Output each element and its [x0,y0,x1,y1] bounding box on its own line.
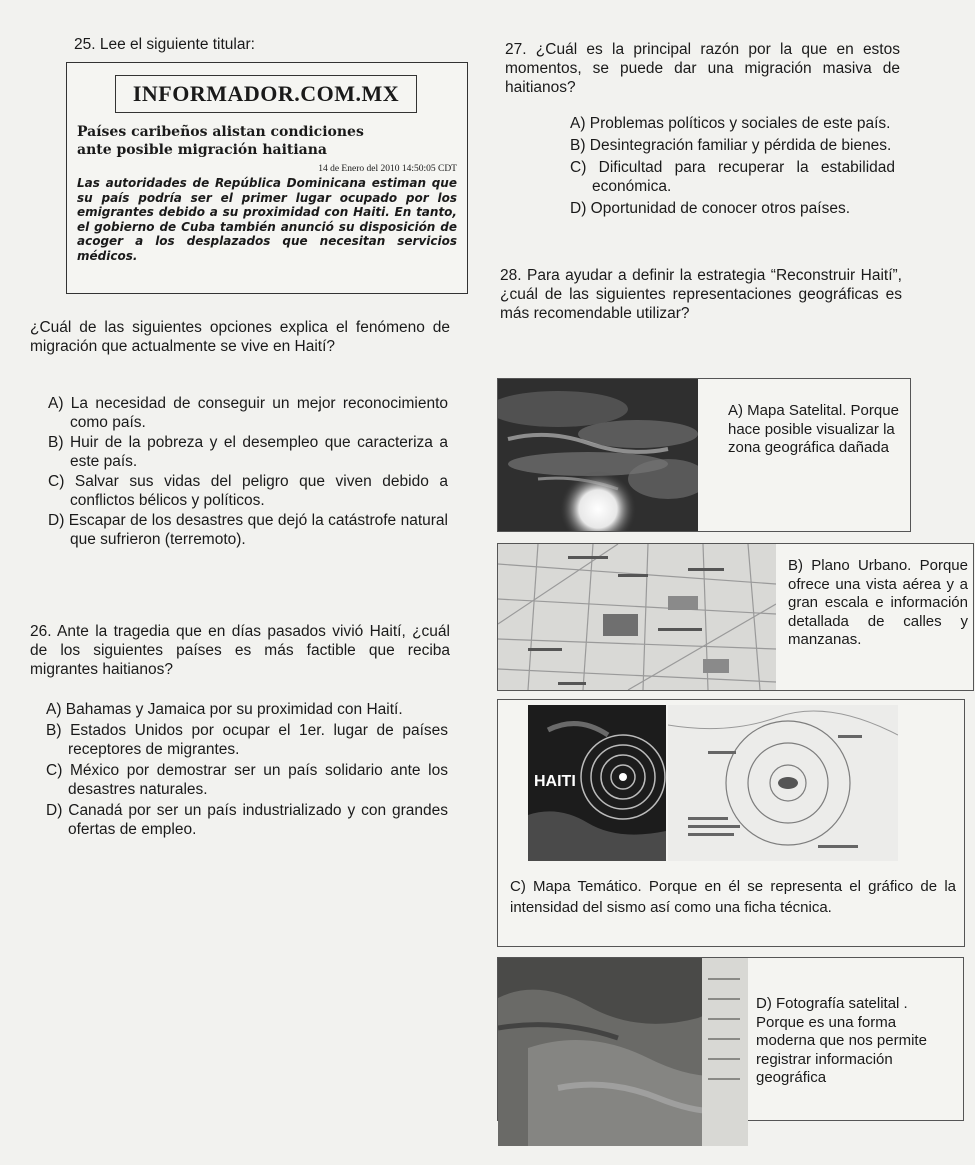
news-clipping [66,62,468,294]
q26-options [46,700,448,839]
q28-option-a-text: A) Mapa Satelital. Porque hace posible visualizar la zona geográfica dañada [728,402,899,456]
q28-option-b-panel[interactable] [497,543,974,691]
q27-question: 27. ¿Cuál es la principal razón por la que en estos momentos, se puede dar una migración masiva de haitianos? [505,41,900,96]
q27-option-b[interactable]: B) Desintegración familiar y pérdida de bienes. [570,137,892,154]
q28-option-c-panel[interactable] [497,699,965,947]
q25-options [48,394,448,549]
q26-option-b[interactable]: B) Estados Unidos por ocupar el 1er. lugar de países receptores de migrantes. [46,722,448,758]
q27-option-a[interactable]: A) Problemas políticos y sociales de este país. [570,115,891,132]
q28-option-d-text: D) Fotografía satelital . Porque es una forma moderna que nos permite registrar información geográfica [756,995,927,1086]
news-headline-line-2: ante posible migración haitiana [77,142,327,158]
q28-question: 28. Para ayudar a definir la estrategia “Reconstruir Haití”, ¿cuál de las siguientes representaciones geográficas es más recomendable utilizar? [500,267,902,322]
q25-option-b[interactable]: B) Huir de la pobreza y el desempleo que caracteriza a este país. [48,434,448,470]
q25-option-d[interactable]: D) Escapar de los desastres que dejó la catástrofe natural que sufrieron (terremoto). [48,512,448,548]
q26-option-a[interactable]: A) Bahamas y Jamaica por su proximidad con Haití. [46,701,403,718]
news-headline-line-1: Países caribeños alistan condiciones [77,124,364,140]
q27-option-c[interactable]: C) Dificultad para recuperar la estabilidad económica. [570,159,895,195]
thematic-map-image [528,705,666,861]
news-masthead: INFORMADOR.COM.MX [115,75,417,113]
q25-prompt: 25. Lee el siguiente titular: [74,36,255,53]
q27-option-d[interactable]: D) Oportunidad de conocer otros países. [570,200,851,217]
news-headline [77,123,457,159]
q28-option-a-panel[interactable] [497,378,911,532]
q26-question: 26. Ante la tragedia que en días pasados vivió Haití, ¿cuál de los siguientes países es más factible que reciba migrantes haitianos? [30,623,450,678]
satellite-photo-image [498,958,748,1146]
haiti-map-label: HAITI [534,773,576,790]
q25-option-c[interactable]: C) Salvar sus vidas del peligro que viven debido a conflictos bélicos y políticos. [48,473,448,509]
q26-option-d[interactable]: D) Canadá por ser un país industrializado y con grandes ofertas de empleo. [46,802,448,838]
q25-option-a[interactable]: A) La necesidad de conseguir un mejor reconocimiento como país. [48,395,448,431]
q28-option-b-text: B) Plano Urbano. Porque ofrece una vista aérea y a gran escala e información detallada de calles y manzanas. [788,557,968,648]
urban-plan-image [498,544,776,690]
q26-option-c[interactable]: C) México por demostrar ser un país solidario ante los desastres naturales. [46,762,448,798]
news-body: Las autoridades de República Dominicana estiman que su país podría ser el primer lugar ocupado por los emigrantes debido a su proximidad con Haiti. En tanto, el gobierno de Cuba también anunció su disposición de acoger a los desplazados que necesitan servicios médicos. [77,176,457,263]
satellite-map-image [498,379,698,531]
intensity-map-image [668,705,898,861]
q25-question: ¿Cuál de las siguientes opciones explica el fenómeno de migración que actualmente se vive en Haití? [30,319,450,355]
q27-options [570,114,895,218]
q28-option-d-panel[interactable] [497,957,964,1121]
news-date: 14 de Enero del 2010 14:50:05 CDT [318,164,457,174]
q28-option-c-text: C) Mapa Temático. Porque en él se representa el gráfico de la intensidad del sismo así como una ficha técnica. [510,878,956,916]
